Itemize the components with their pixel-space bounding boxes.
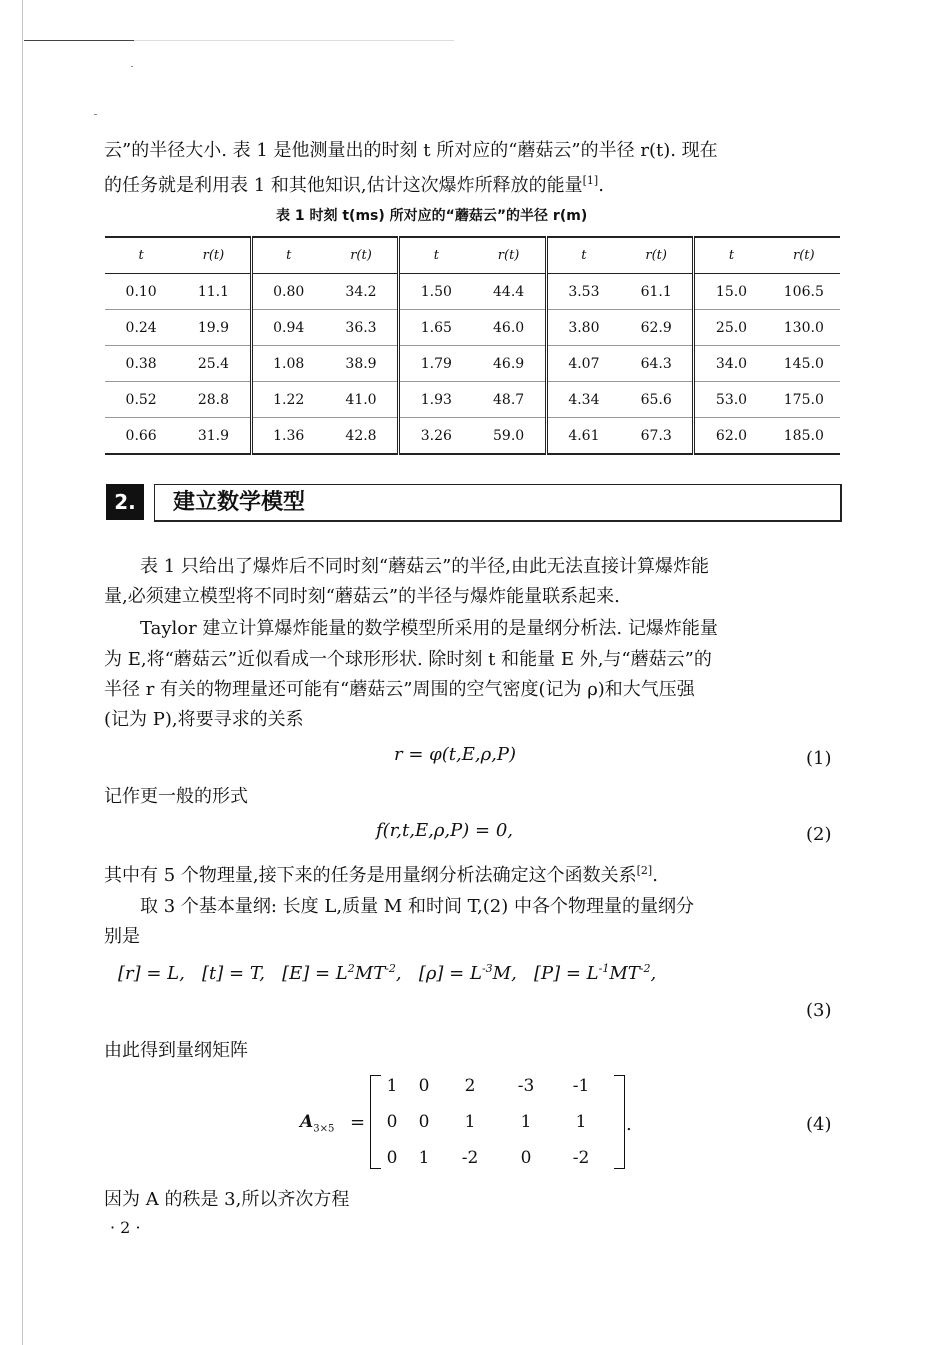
cell-r: 67.3 (620, 418, 694, 455)
cell-t: 0.52 (125, 391, 157, 408)
cell-r: 31.9 (177, 418, 251, 455)
table-row (105, 310, 840, 346)
para3: 记作更一般的形式 (104, 786, 248, 807)
page-number: · 2 · (110, 1218, 141, 1237)
cell-r: 64.3 (620, 346, 694, 382)
para2-line1: Taylor 建立计算爆炸能量的数学模型所采用的是量纲分析法. 记爆炸能量 (140, 618, 718, 639)
matrix-row (378, 1068, 608, 1104)
cell-t: 4.07 (568, 355, 600, 372)
matrix-entry: 2 (464, 1076, 476, 1096)
cell-r: 11.1 (177, 274, 251, 310)
matrix-entry: 0 (418, 1076, 430, 1096)
cell-r: 42.8 (325, 418, 399, 455)
matrix-entry: 0 (520, 1148, 532, 1168)
dim-t: [t] = T, (202, 963, 265, 984)
header-r: r(t) (793, 248, 815, 263)
para1-line2: 量,必须建立模型将不同时刻“蘑菇云”的半径与爆炸能量联系起来. (104, 586, 620, 607)
cell-r: 175.0 (783, 391, 824, 408)
dimension-matrix (378, 1068, 608, 1176)
cell-r: 145.0 (783, 355, 824, 372)
citation-2: [2] (636, 864, 653, 877)
radius-table (105, 236, 840, 455)
matrix-entry: 1 (464, 1112, 476, 1132)
matrix-row (378, 1140, 608, 1176)
matrix-entry: 0 (418, 1112, 430, 1132)
cell-t: 1.65 (420, 319, 452, 336)
scan-speck (131, 66, 133, 67)
header-r: r(t) (472, 237, 546, 274)
cell-r: 34.2 (325, 274, 399, 310)
header-r: r(t) (177, 237, 251, 274)
cell-t: 1.50 (420, 283, 452, 300)
equation-4-number: (4) (806, 1114, 832, 1135)
cell-r: 65.6 (620, 382, 694, 418)
matrix-row (378, 1104, 608, 1140)
cell-r: 25.4 (177, 346, 251, 382)
cell-t: 1.36 (273, 427, 305, 444)
cell-t: 0.38 (125, 355, 157, 372)
cell-r: 61.1 (620, 274, 694, 310)
cell-t: 25.0 (715, 319, 748, 336)
section-number: 2. (106, 484, 144, 520)
matrix-entry: 0 (386, 1148, 398, 1168)
cell-t: 0.66 (125, 427, 157, 444)
header-t: t (286, 248, 292, 263)
matrix-equals: = (350, 1112, 366, 1133)
cell-r: 106.5 (783, 283, 824, 300)
cell-t: 0.80 (273, 283, 305, 300)
cell-t: 3.53 (568, 283, 600, 300)
table-row (105, 418, 840, 455)
matrix-period: . (626, 1114, 632, 1135)
cell-t: 34.0 (715, 355, 748, 372)
cell-t: 15.0 (715, 283, 748, 300)
equation-1-number: (1) (806, 748, 832, 769)
cell-t: 3.80 (568, 319, 600, 336)
header-t: t (728, 248, 735, 263)
cell-r: 46.0 (472, 310, 546, 346)
cell-r: 41.0 (325, 382, 399, 418)
cell-t: 53.0 (715, 391, 748, 408)
para5-line2: 别是 (104, 926, 140, 947)
cell-r: 130.0 (783, 319, 824, 336)
cell-r: 38.9 (325, 346, 399, 382)
matrix-entry: -2 (461, 1148, 479, 1168)
matrix-entry: 1 (575, 1112, 587, 1132)
para2-line4: (记为 P),将要寻求的关系 (104, 709, 304, 730)
cell-t: 1.79 (420, 355, 452, 372)
citation-1: [1] (582, 174, 599, 187)
scan-speck (94, 114, 97, 115)
para4: 其中有 5 个物理量,接下来的任务是用量纲分析法确定这个函数关系[2]. (104, 864, 658, 886)
cell-t: 1.22 (273, 391, 305, 408)
cell-r: 62.9 (620, 310, 694, 346)
dim-rho: $[\rho] = L^{-3}M$, (418, 962, 517, 984)
table-row (105, 346, 840, 382)
cell-r: 28.8 (177, 382, 251, 418)
matrix-entry: 1 (520, 1112, 532, 1132)
intro-line-2: 的任务就是利用表 1 和其他知识,估计这次爆炸所释放的能量[1]. (104, 174, 604, 196)
cell-t: 62.0 (715, 427, 748, 444)
dim-E: $[E] = L^2MT^{-2}$, (282, 962, 402, 984)
cell-r: 59.0 (472, 418, 546, 455)
section-title-frame (154, 484, 842, 522)
page-edge-rule (22, 0, 23, 1345)
equation-3-number: (3) (806, 1000, 832, 1021)
cell-t: 0.24 (125, 319, 157, 336)
matrix-entry: -1 (572, 1076, 590, 1096)
para1-line1: 表 1 只给出了爆炸后不同时刻“蘑菇云”的半径,由此无法直接计算爆炸能 (140, 556, 710, 577)
para7: 因为 A 的秩是 3,所以齐次方程 (104, 1189, 350, 1210)
cell-t: 1.08 (273, 355, 305, 372)
header-r: r(t) (620, 237, 694, 274)
cell-t: 0.10 (125, 283, 157, 300)
header-t: t (433, 248, 439, 263)
matrix-entry: -2 (572, 1148, 590, 1168)
cell-r: 48.7 (472, 382, 546, 418)
header-r: r(t) (325, 237, 399, 274)
header-rule-faint (134, 40, 454, 41)
cell-t: 0.94 (273, 319, 305, 336)
equation-2: f(r,t,E,ρ,P) = 0, (376, 820, 513, 841)
para2-line2: 为 E,将“蘑菇云”近似看成一个球形形状. 除时刻 t 和能量 E 外,与“蘑菇云”的 (104, 649, 712, 670)
matrix-entry: 0 (386, 1112, 398, 1132)
header-rule (24, 40, 134, 41)
cell-t: 4.61 (568, 427, 600, 444)
para6: 由此得到量纲矩阵 (104, 1040, 248, 1061)
cell-r: 185.0 (783, 427, 824, 444)
cell-t: 4.34 (568, 391, 600, 408)
cell-r: 19.9 (177, 310, 251, 346)
para2-line3: 半径 r 有关的物理量还可能有“蘑菇云”周围的空气密度(记为 ρ)和大气压强 (104, 679, 695, 700)
section-heading (106, 484, 840, 522)
matrix-entry: 1 (418, 1148, 430, 1168)
para5-line1: 取 3 个基本量纲: 长度 L,质量 M 和时间 T,(2) 中各个物理量的量纲分 (140, 896, 694, 917)
matrix-bracket-right (614, 1075, 625, 1169)
table-row (105, 274, 840, 310)
matrix-entry: -3 (517, 1076, 535, 1096)
section-title: 建立数学模型 (173, 490, 306, 515)
matrix-entry: 1 (386, 1076, 398, 1096)
header-t: t (138, 248, 144, 263)
dim-r: [r] = L, (118, 963, 185, 984)
table-caption: 表 1 时刻 t(ms) 所对应的“蘑菇云”的半径 r(m) (276, 208, 588, 224)
intro-line-1: 云”的半径大小. 表 1 是他测量出的时刻 t 所对应的“蘑菇云”的半径 r(t). 现在 (104, 140, 718, 161)
equation-1: r = φ(t,E,ρ,P) (394, 744, 517, 765)
matrix-label: $A_{3\times 5}$ (300, 1112, 335, 1135)
dim-P: $[P] = L^{-1}MT^{-2}$, (533, 962, 657, 984)
cell-t: 1.93 (420, 391, 452, 408)
cell-t: 3.26 (420, 427, 452, 444)
header-t: t (581, 248, 587, 263)
equation-3 (118, 962, 656, 984)
cell-r: 44.4 (472, 274, 546, 310)
cell-r: 36.3 (325, 310, 399, 346)
table-row (105, 382, 840, 418)
table-header-row (105, 237, 840, 274)
equation-2-number: (2) (806, 824, 832, 845)
cell-r: 46.9 (472, 346, 546, 382)
